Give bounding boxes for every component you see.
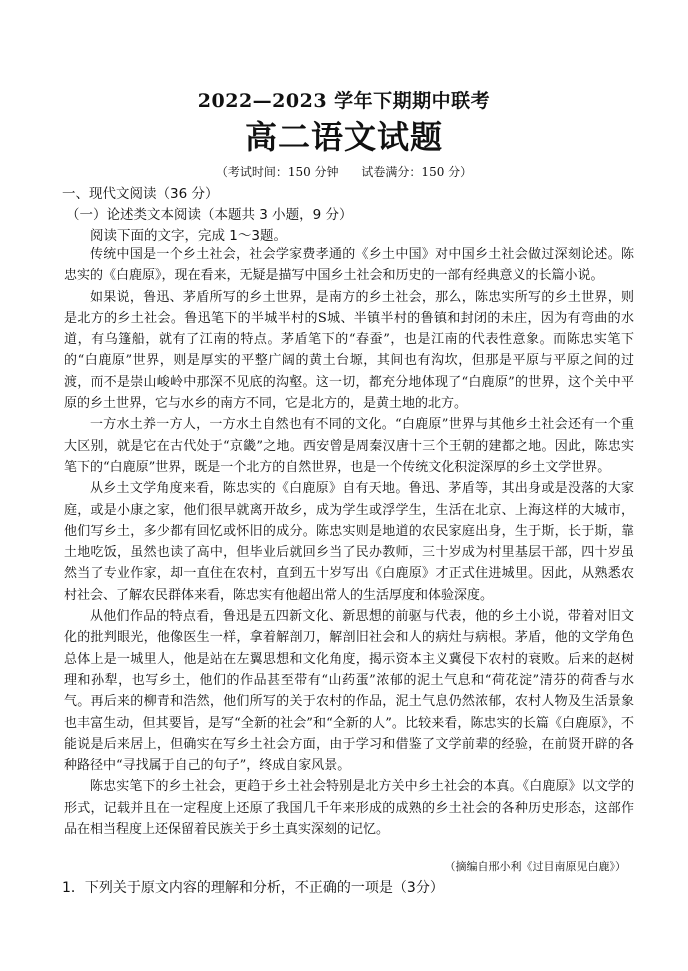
passage-paragraph: 传统中国是一个乡土社会，社会学家费孝通的《乡土中国》对中国乡土社会做过深刻论述。陈忠实的《白鹿原》，现在看来，无疑是描写中国乡土社会和历史的一部有经典意义的长篇小说。 — [64, 247, 634, 284]
passage-paragraph: 如果说，鲁迅、茅盾所写的乡土世界，是南方的乡土社会，那么，陈忠实所写的乡土世界，则是北方的乡土社会。鲁迅笔下的半城半村的S城、半镇半村的鲁镇和封闭的未庄，因为有弯曲的水道，有乌篷船，就有了江南的特点。茅盾笔下的“春蚕”，也是江南的代表性意象。而陈忠实笔下的“白鹿原”世界，则是厚实的平整广阔的黄土台塬，其间也有沟坎，但那是平原与平原之间的过渡，而不是崇山峻岭中那深不见底的沟壑。这一切，都充分地体现了“白鹿原”的世界，这个关中平原的乡土世界，它与水乡的南方不同，它是北方的，是黄土地的北方。 — [64, 289, 634, 412]
question-1: 1．下列关于原文内容的理解和分析，不正确的一项是（3分） — [62, 880, 444, 896]
passage-paragraph: 从他们作品的特点看，鲁迅是五四新文化、新思想的前驱与代表，他的乡土小说，带着对旧文化的批判眼光，他像医生一样，拿着解剖刀，解剖旧社会和人的病灶与病根。茅盾，他的文学角色总体上是一城里人，他是站在左翼思想和文化角度，揭示资本主义冀侵下农村的衰败。后来的赵树理和孙犁，也写乡土，他们的作品甚至带有“山药蛋”浓郁的泥土气息和“荷花淀”清芬的荷香与水气。再后来的柳青和浩然，他们所写的关于农村的作品，泥土气息仍然浓郁，农村人物及生活景象也丰富生动，但其要旨，是写“全新的社会”和“全新的人”。比较来看，陈忠实的长篇《白鹿原》，不能说是后来居上，但确实在写乡土社会方面，由于学习和借鉴了文学前辈的经验，在前贤开辟的各种路径中“寻找属于自己的句子”，终成自家风景。 — [64, 609, 634, 774]
exam-title: 2022—2023 学年下期期中联考 — [197, 90, 491, 112]
reading-instruction: 阅读下面的文字，完成 1～3题。 — [90, 228, 287, 244]
passage-source: （摘编自邢小利《过目南原见白鹿》） — [444, 860, 626, 873]
passage-paragraph: 从乡土文学角度来看，陈忠实的《白鹿原》自有天地。鲁迅、茅盾等，其出身或是没落的大家庭，或是小康之家，他们很早就离开故乡，成为学生或浮学生，生活在北京、上海这样的大城市，他们写乡土，多少都有回忆或怀旧的成分。陈忠实则是地道的农民家庭出身，生于斯，长于斯，靠土地吃饭，虽然也读了高中，但毕业后就回乡当了民办教师，三十岁成为村里基层干部，四十岁虽然当了专业作家，却一直住在农村，直到五十岁写出《白鹿原》才正式住进城里。因此，从熟悉农村社会、了解农民群体来看，陈忠实有他超出常人的生活厚度和体验深度。 — [64, 481, 634, 603]
section-heading-sub1: （一）论述类文本阅读（本题共 3 小题，9 分） — [66, 207, 353, 223]
section-heading-part1: 一、现代文阅读（36 分） — [62, 186, 219, 202]
exam-info: （考试时间：150 分钟 试卷满分：150 分） — [215, 165, 473, 179]
subject-title: 高二语文试题 — [244, 118, 443, 156]
passage-paragraph: 陈忠实笔下的乡土社会，更趋于乡土社会特别是北方关中乡土社会的本真。《白鹿原》以文学的形式，记载并且在一定程度上还原了我国几千年来形成的成熟的乡土社会的各种历史形态，这部作品在相当程度上还保留着民族关于乡土真实深刻的记忆。 — [64, 779, 634, 838]
passage-paragraph: 一方水土养一方人，一方水土自然也有不同的文化。“白鹿原”世界与其他乡土社会还有一个重大区别，就是它在古代处于“京畿”之地。西安曾是周秦汉唐十三个王朝的建都之地。因此，陈忠实笔下的“白鹿原”世界，既是一个北方的自然世界，也是一个传统文化积淀深厚的乡土文学世界。 — [64, 417, 634, 475]
passage-body — [64, 244, 634, 840]
